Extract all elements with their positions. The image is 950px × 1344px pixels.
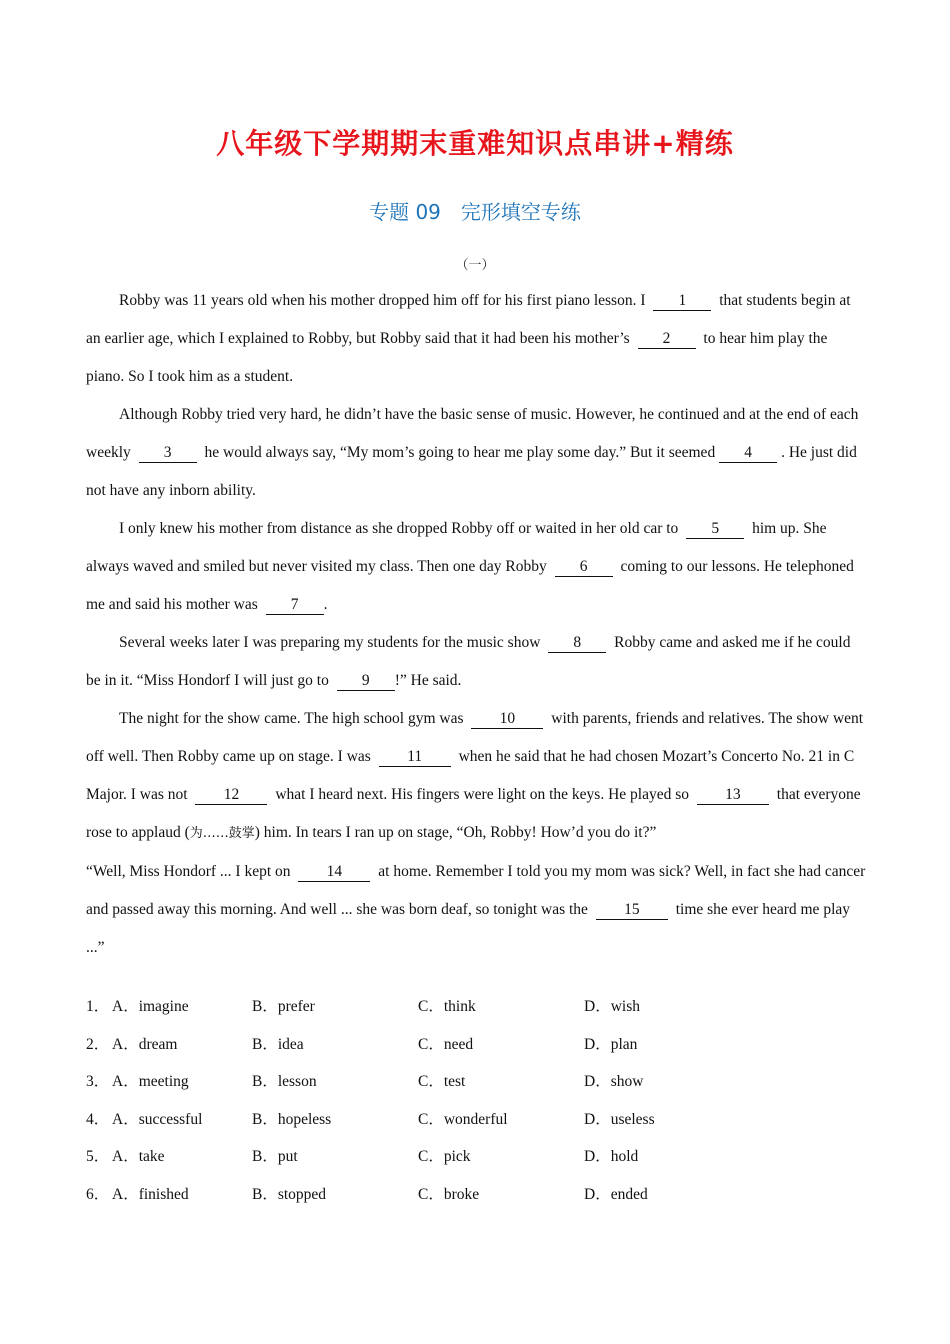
passage-text: that everyone rose to applaud ( [86,786,861,841]
option-a: A．dream [112,1035,178,1053]
passage-text: Robby came and asked me if he could be in it. “Miss Hondorf I will just go to [86,634,851,689]
passage-text: to hear him play the piano. So I took him as a student. [86,330,828,385]
passage-text: . He just did not have any inborn ability. [86,444,857,499]
answer-options [86,988,886,1213]
page-title: 八年级下学期期末重难知识点串讲+精练 [216,127,734,160]
option-c: C．think [418,998,476,1015]
blank-2: 2 [638,330,696,349]
topic-number: 专题 09 [369,200,441,224]
blank-8: 8 [548,634,606,653]
option-c: C．test [418,1073,466,1090]
passage-text: that students begin at an earlier age, which I explained to Robby, but Robby said that it had been his mother’s [86,292,851,347]
question-number: 1． [86,998,110,1015]
topic-name: 完形填空专练 [460,200,581,224]
question-row [86,1138,886,1176]
passage-text: coming to our lessons. He telephoned me and said his mother was [86,558,854,613]
option-c: C．pick [418,1148,471,1165]
passage-text: with parents, friends and relatives. The show went off well. Then Robby came up on stage. I was [86,710,864,765]
option-d: D．ended [584,1185,648,1203]
passage-text: him up. She always waved and smiled but never visited my class. Then one day Robby [86,520,827,575]
blank-7: 7 [266,596,324,615]
paragraph-5 [86,700,866,853]
passage-text: when he said that he had chosen Mozart’s Concerto No. 21 in C Major. I was not [86,748,855,803]
question-number: 6． [86,1185,110,1203]
option-a: A．successful [112,1110,203,1128]
question-number: 4． [86,1110,110,1128]
blank-15: 15 [596,901,668,920]
chinese-gloss: 为……鼓掌 [189,826,255,841]
option-b: B．idea [252,1035,304,1053]
passage-text: what I heard next. His fingers were light on the keys. He played so [275,786,690,803]
blank-13: 13 [697,786,769,805]
passage-text: time she ever heard me play ...” [86,901,851,956]
paragraph-3 [86,510,866,624]
passage-text: at home. Remember I told you my mom was sick? Well, in fact she had cancer and passed away this morning. And well ... she was born deaf, so tonight was the [86,863,866,918]
option-a: A．finished [112,1185,189,1203]
option-b: B．stopped [252,1185,327,1203]
passage-text: ) him. In tears I ran up on stage, “Oh, Robby! How’d you do it?” [254,824,657,841]
option-d: D．plan [584,1035,638,1053]
passage-text: . [323,596,328,613]
option-a: A．imagine [112,998,189,1015]
blank-6: 6 [555,558,613,577]
paragraph-6 [86,853,866,967]
blank-10: 10 [471,710,543,729]
blank-3: 3 [139,444,197,463]
question-row [86,1063,886,1101]
paragraph-1 [86,282,866,396]
option-b: B．hopeless [252,1110,332,1128]
question-number: 2． [86,1035,110,1053]
option-c: C．broke [418,1185,480,1203]
blank-12: 12 [195,786,267,805]
question-number: 3． [86,1073,110,1090]
question-row [86,1176,886,1214]
passage-text: !” He said. [394,672,462,689]
question-row [86,1101,886,1139]
passage-text: The night for the show came. The high school gym was [119,710,464,727]
option-d: D．wish [584,998,640,1015]
paragraph-4 [86,624,866,700]
passage-text: I only knew his mother from distance as she dropped Robby off or waited in her old car to [119,520,679,537]
option-d: D．hold [584,1148,639,1165]
option-a: A．meeting [112,1073,189,1090]
option-d: D．show [584,1073,644,1090]
question-row [86,1026,886,1064]
option-b: B．prefer [252,998,315,1015]
option-c: C．wonderful [418,1110,508,1128]
paragraph-2 [86,396,866,510]
passage-text: Although Robby tried very hard, he didn’t have the basic sense of music. However, he continued and at the end of each weekly [86,406,859,461]
blank-9: 9 [337,672,395,691]
topic-subtitle [0,196,950,228]
passage-text: he would always say, “My mom’s going to hear me play some day.” But it seemed [204,444,716,461]
option-a: A．take [112,1148,165,1165]
blank-1: 1 [653,292,711,311]
blank-11: 11 [379,748,451,767]
blank-4: 4 [719,444,777,463]
passage-text: Robby was 11 years old when his mother dropped him off for his first piano lesson. I [119,292,646,309]
question-number: 5． [86,1148,110,1165]
blank-14: 14 [298,863,370,882]
option-d: D．useless [584,1110,655,1128]
option-b: B．put [252,1148,298,1165]
option-c: C．need [418,1035,474,1053]
passage-text: “Well, Miss Hondorf ... I kept on [86,863,291,880]
question-row [86,988,886,1026]
cloze-passage [86,282,866,967]
blank-5: 5 [686,520,744,539]
option-b: B．lesson [252,1073,317,1090]
section-label: （一） [455,257,495,272]
passage-text: Several weeks later I was preparing my students for the music show [119,634,541,651]
